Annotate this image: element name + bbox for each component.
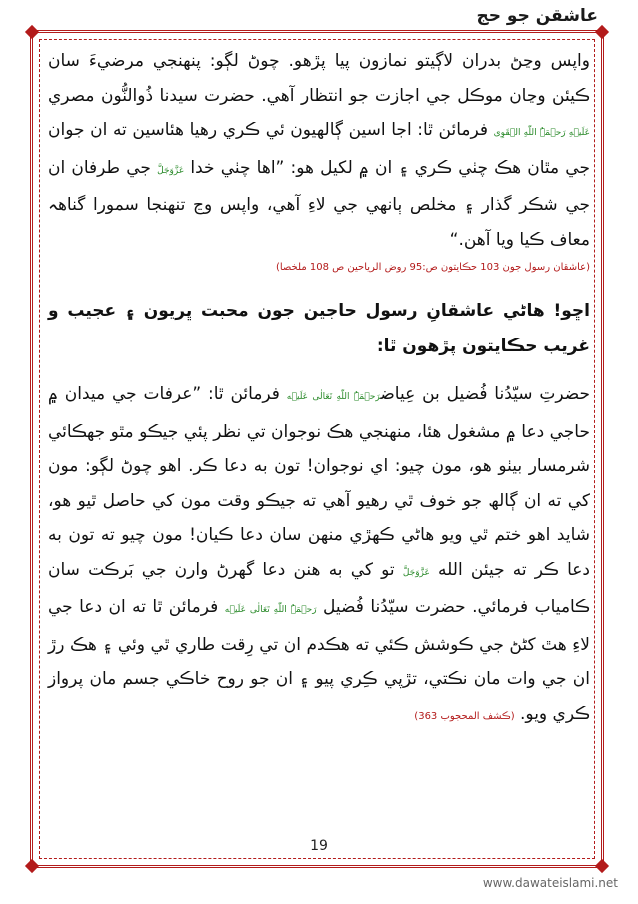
corner-ornament-icon: [25, 25, 39, 39]
body-text-segment: واپس وڃڻ بدران لاڳيتو نمازون پيا پڙهو. چوڻ لڳو: پنهنجي مرضيءَ سان ڪيئن وڃان موڪل جي اجازت جو انتظار آهي. حضرت سيدنا ذُوالنُّون مصري: [48, 51, 590, 106]
page-number: 19: [310, 838, 328, 854]
body-text-segment: اڇو! هاڻي عاشقانِ رسول حاجين جون محبت ڀريون ۽ عجيب و غريب حڪايتون پڙهون ٿا:: [48, 301, 590, 356]
body-text-segment: تو کي به هنن دعا گهرڻ وارن جي بَرڪت سان ڪامياب فرمائي. حضرت سيّدُنا فُضيل: [48, 559, 590, 617]
paragraph-story-ending: [48, 44, 590, 257]
honorific-phrase: رَحۡمَۃُ اللّٰهِ تَعَالٰی عَلَيۡه: [286, 392, 381, 402]
body-text-segment: حضرتِ سيّدُنا فُضيل بن عِياض: [380, 384, 590, 404]
page-header-title: عاشقن جو حج: [476, 6, 598, 26]
paragraph-fudayl-story: [48, 377, 590, 734]
reference-citation: (عاشقان رسول جون 103 حڪايتون ص:95 روض الرياحين ص 108 ملخصا): [275, 262, 590, 273]
body-text-segment: جي طرفان ان جي شڪر گذار ۽ مخلص ٻانهي جي لاءِ آهي، واپس وڃ تنهنجا سمورا گناهہ معاف ڪيا ويا آهن.“: [48, 157, 590, 250]
paragraph-introduction: [48, 294, 590, 363]
honorific-phrase: عَزَّوَجَلَّ: [402, 567, 430, 578]
corner-ornament-icon: [595, 859, 609, 873]
body-text-segment: فرمائن ٿا: اجا اسين ڳالهيون ئي ڪري رهيا هئاسين ته ان جوان جي مٿان هڪ چٺي ڪري ۽ ان ۾ لکيل هو: ”اها چٺي خدا: [48, 120, 590, 178]
honorific-phrase: عَلَيۡهِ رَحۡمَۃُ اللّٰهِ الۡقَوِی: [493, 128, 590, 138]
honorific-phrase: عَزَّوَجَلَّ: [157, 165, 185, 176]
citation-reference: [48, 253, 590, 280]
body-text-segment: فرمائن ٿا: ”عرفات جي ميدان ۾ حاجي دعا ۾ مشغول هئا، منهنجي هڪ نوجوان تي نظر پئي جيڪو مٿو جهڪائي شرمسار بيٺو هو، مون چيو: اي نوجوان! تون به دعا ڪر. اهو چوڻ لڳو: مون کي ته ان ڳالھ جو خوف ٿي رهيو آهي ته جيڪو وقت مون کي حاصل ٿيو هو، شايد اهو ختم ٿي ويو هاڻي ڪهڙي منهن سان دعا ڪيان! مون چيو ته تون به دعا ڪر ته جيئن الله: [48, 384, 590, 580]
honorific-phrase: رَحۡمَۃُ اللّٰهِ تَعَالٰی عَلَيۡه: [224, 605, 317, 615]
corner-ornament-icon: [25, 859, 39, 873]
body-text-segment: فرمائن ٿا ته ان دعا جي لاءِ هٿ کڻڻ جي ڪوشش ڪئي ته هڪدم ان تي رِقت طاري ٿي وئي ۽ هڪ رڙ ان جي وات مان نڪتي، تڙپي ڪِري پيو ۽ ان جو روح خاڪي جسم مان پرواز ڪري ويو.: [48, 597, 590, 724]
page-body-text: [48, 44, 590, 734]
footer-website-link[interactable]: www.dawateislami.net: [482, 876, 618, 890]
corner-ornament-icon: [595, 25, 609, 39]
reference-citation: (ڪشف المحجوب 363): [414, 710, 515, 722]
